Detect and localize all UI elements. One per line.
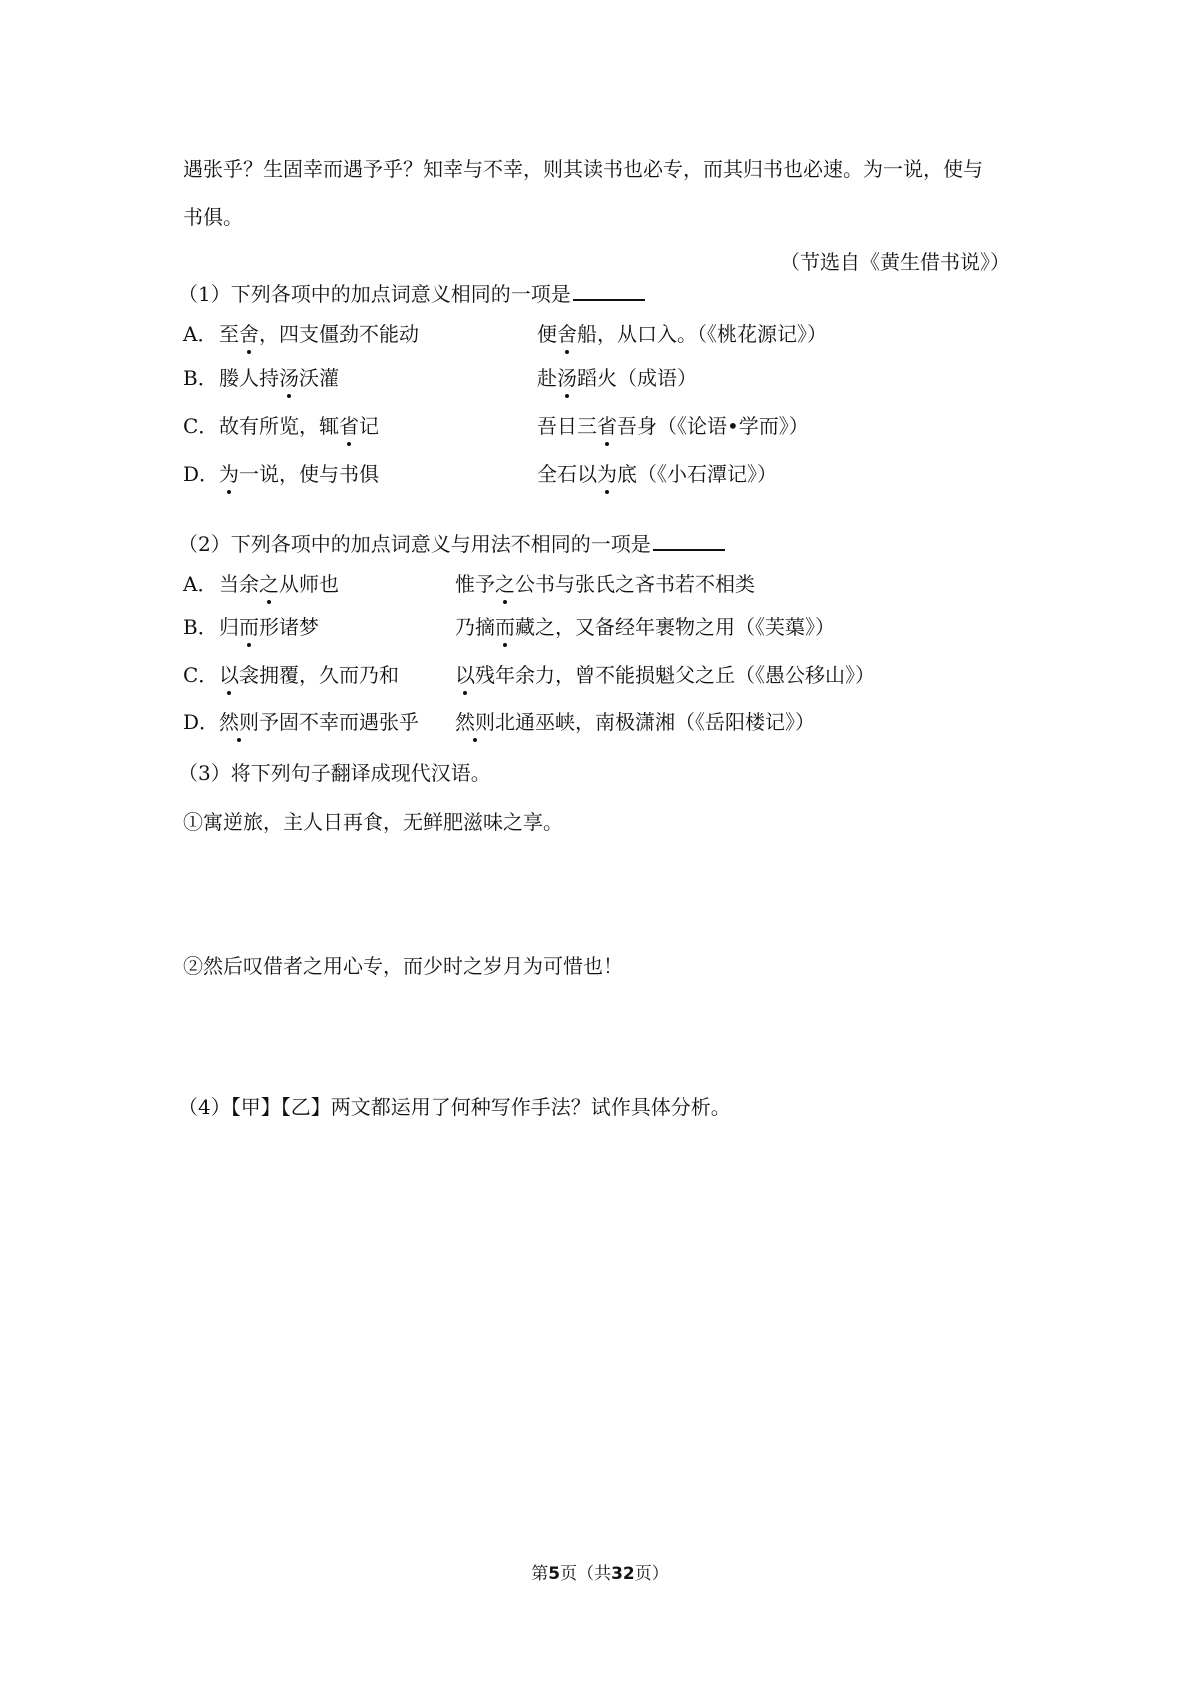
dotted-word: 以	[455, 663, 475, 687]
option-right: 全石以为底（《小石潭记》）	[537, 462, 777, 486]
option-left: 以衾拥覆，久而乃和	[219, 663, 399, 687]
dotted-word: 省	[339, 414, 359, 438]
dotted-word: 而	[239, 615, 259, 639]
q1-option-a	[183, 320, 827, 348]
option-right: 惟予之公书与张氏之吝书若不相类	[455, 572, 755, 596]
option-left: 归而形诸梦	[219, 615, 319, 639]
option-right: 便舍船，从口入。（《桃花源记》）	[537, 322, 827, 346]
q1-option-c	[183, 412, 809, 440]
question-2-stem: （2）下列各项中的加点词意义与用法不相同的一项是	[178, 527, 725, 558]
dotted-word: 然则	[219, 710, 259, 734]
dotted-word: 而	[495, 615, 515, 639]
dotted-word: 之	[495, 572, 515, 596]
option-left: 至舍，四支僵劲不能动	[219, 322, 419, 346]
option-right: 然则北通巫峡，南极潇湘（《岳阳楼记》）	[455, 710, 815, 734]
dotted-word: 以	[219, 663, 239, 687]
q3-sentence-2: ②然后叹借者之用心专，而少时之岁月为可惜也！	[183, 954, 623, 978]
option-right: 吾日三省吾身（《论语•学而》）	[537, 414, 809, 438]
page-number: 5	[548, 1564, 561, 1584]
option-right: 赴汤蹈火（成语）	[537, 366, 697, 390]
q2-option-a	[183, 570, 755, 598]
option-left: 然则予固不幸而遇张乎	[219, 710, 419, 734]
passage-source: （节选自《黄生借书说》）	[780, 250, 1010, 274]
option-right: 以残年余力，曾不能损魁父之丘（《愚公移山》）	[455, 663, 875, 687]
option-label: A．	[183, 322, 218, 346]
option-left: 当余之从师也	[219, 572, 339, 596]
option-label: A．	[183, 572, 218, 596]
dotted-word: 汤	[557, 366, 577, 390]
page-footer: 第5页（共32页）	[531, 1564, 669, 1584]
option-left: 为一说，使与书俱	[219, 462, 379, 486]
dotted-word: 汤	[279, 366, 299, 390]
option-label: B．	[183, 615, 218, 639]
answer-blank[interactable]	[573, 277, 645, 301]
q1-option-d	[183, 460, 777, 488]
dotted-word: 为	[219, 462, 239, 486]
dotted-word: 为	[597, 462, 617, 486]
dotted-word: 舍	[239, 322, 259, 346]
option-label: D．	[183, 462, 220, 486]
option-label: C．	[183, 663, 219, 687]
q3-sentence-1: ①寓逆旅，主人日再食，无鲜肥滋味之享。	[183, 810, 563, 834]
q2-option-d	[183, 708, 815, 736]
dotted-word: 然则	[455, 710, 495, 734]
passage-line-1: 遇张乎？生固幸而遇予乎？知幸与不幸，则其读书也必专，而其归书也必速。为一说，使与	[183, 157, 983, 181]
passage-line-2: 书俱。	[183, 205, 243, 229]
option-label: C．	[183, 414, 219, 438]
question-1-stem: （1）下列各项中的加点词意义相同的一项是	[178, 277, 645, 308]
option-label: B．	[183, 366, 218, 390]
total-pages: 32	[611, 1564, 635, 1584]
option-label: D．	[183, 710, 220, 734]
q2-option-b	[183, 613, 835, 641]
option-left: 故有所览，辄省记	[219, 414, 379, 438]
question-4-stem: （4）【甲】【乙】两文都运用了何种写作手法？试作具体分析。	[178, 1095, 731, 1119]
dotted-word: 省	[597, 414, 617, 438]
dotted-word: 舍	[557, 322, 577, 346]
option-left: 媵人持汤沃灌	[219, 366, 339, 390]
dotted-word: 之	[259, 572, 279, 596]
answer-blank[interactable]	[653, 527, 725, 551]
q2-option-c	[183, 661, 875, 689]
question-3-stem: （3）将下列句子翻译成现代汉语。	[178, 761, 491, 785]
option-right: 乃摘而藏之，又备经年裹物之用（《芙蕖》）	[455, 615, 835, 639]
q1-option-b	[183, 364, 697, 392]
